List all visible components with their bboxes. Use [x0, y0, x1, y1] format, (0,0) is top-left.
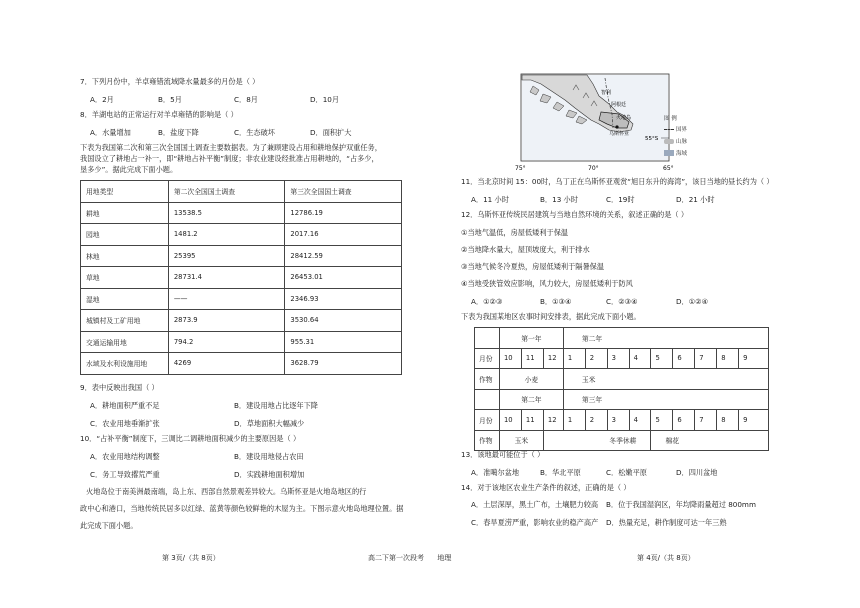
crop-cell: 冬季休耕: [543, 430, 651, 451]
table-row: [81, 353, 402, 375]
q12-stem: 12．乌斯怀亚传统民居建筑与当地自然环境的关系，叙述正确的是（ ）: [461, 210, 689, 219]
table-cell: 2346.93: [285, 288, 402, 310]
month-cell: 3: [607, 348, 629, 369]
q7-option-b: B．5月: [158, 95, 182, 104]
passage-line-3: 此完成下面小题。: [80, 521, 138, 530]
intro-line-1: 下表为我国第二次和第三次全国国土调查主要数据表。为了兼顾建设占用和耕地保护双重任务，: [80, 143, 382, 152]
table-cell: 2017.16: [285, 224, 402, 246]
q14-option-c: C．春旱夏涝严重，影响农业的稳产高产: [471, 518, 599, 527]
q9-option-c: C．农业用地垂渐扩张: [90, 419, 160, 428]
year-label: 第一年: [499, 328, 563, 349]
month-cell: 10: [499, 410, 521, 431]
intro-line-2: 我国设立了耕地占一补一，即“耕地占补平衡”制度；非农业建设经批准占用耕地的，“占多少，: [80, 154, 379, 163]
q7-stem: 7．下列月份中，羊卓雍错流域降水量最多的月份是（ ）: [80, 77, 260, 86]
q14-option-b: B．位于我国湿润区，年均降雨量超过 800mm: [606, 500, 756, 509]
month-cell: 9: [739, 348, 769, 369]
q12-option-a: A．①②③: [471, 297, 503, 306]
table-cell: 3530.64: [285, 310, 402, 332]
month-cell: 4: [629, 410, 651, 431]
q12-statement-3: ③当地气候冬冷夏热，房屋低矮利于隔暑保温: [461, 262, 605, 271]
legend-label: 山脉: [676, 139, 688, 145]
table-cell: 2873.9: [168, 310, 285, 332]
q8-option-b: B．盐度下降: [158, 128, 199, 137]
year-row-1: [475, 328, 769, 349]
row-label: 月份: [475, 348, 500, 369]
table-cell: 955.31: [285, 331, 402, 353]
longitude-label-65: 65°: [663, 165, 674, 172]
month-cell: 3: [607, 410, 629, 431]
q10-stem: 10．“占补平衡”制度下，三调比二调耕地面积减少的主要原因是（ ）: [80, 434, 301, 443]
table-cell: 3628.79: [285, 353, 402, 375]
month-cell: 6: [673, 348, 695, 369]
row-label: 作物: [475, 430, 500, 451]
q12-option-d: D．①②④: [676, 297, 709, 306]
passage-line-2: 政中心和港口，当地传统民居多以红绿、蓝黄等颜色较鲜艳的木屋为主。下图示意火地岛地理位置。据: [80, 504, 404, 513]
crop-row-2: [475, 430, 769, 451]
table-row: [81, 288, 402, 310]
q9-stem: 9．表中反映出我国（ ）: [80, 383, 159, 392]
month-row-2: [475, 410, 769, 431]
month-cell: 7: [695, 348, 717, 369]
table-cell: 交通运输用地: [81, 331, 169, 353]
q10-option-c: C．务工导致撂荒严重: [90, 470, 160, 479]
crop-cell: 玉米: [563, 369, 768, 390]
table-cell: 林地: [81, 245, 169, 267]
month-cell: 5: [651, 348, 673, 369]
farm-intro: 下表为我国某地区农事时间安排表，据此完成下面小题。: [461, 312, 641, 321]
month-cell: 2: [585, 410, 607, 431]
month-cell: 7: [695, 410, 717, 431]
month-cell: 1: [563, 410, 585, 431]
table-cell: 水域及水利设施用地: [81, 353, 169, 375]
month-cell: 6: [673, 410, 695, 431]
table-cell: 城镇村及工矿用地: [81, 310, 169, 332]
month-cell: 2: [585, 348, 607, 369]
q9-option-b: B．建设用地占比逐年下降: [234, 401, 318, 410]
q8-option-c: C．生态破坏: [234, 128, 275, 137]
blank-cell: [475, 389, 500, 410]
table-cell: 25395: [168, 245, 285, 267]
q11-option-b: B．13 小时: [540, 195, 578, 204]
q11-stem: 11．当北京时间 15：00时，乌丁正在乌斯怀亚观赏“旭日东升的海湾”，该日当地的昼长约为（ ）: [461, 177, 774, 186]
row-label: 作物: [475, 369, 500, 390]
border-symbol-icon: [664, 129, 674, 130]
label-ushuaia: 乌斯怀亚: [609, 131, 630, 137]
q11-option-d: D．21 小时: [676, 195, 715, 204]
crop-cell: 小麦: [499, 369, 563, 390]
table-cell: 4269: [168, 353, 285, 375]
crop-cell: 棉花: [651, 430, 769, 451]
legend-label: 国界: [676, 127, 688, 133]
table-row: [81, 245, 402, 267]
month-cell: 10: [499, 348, 521, 369]
right-page-footer: 第 4页/（共 8页）: [637, 554, 695, 562]
table-cell: 湿地: [81, 288, 169, 310]
table-cell: 28731.4: [168, 267, 285, 289]
table-cell: 园地: [81, 224, 169, 246]
latitude-label: 55°S: [645, 136, 659, 142]
longitude-label-70: 70°: [588, 165, 599, 172]
legend-title: 图 例: [664, 116, 677, 122]
table-cell: ——: [168, 288, 285, 310]
table-header-cell: 用地类型: [81, 181, 169, 203]
q12-statement-1: ①当地气温低，房屋低矮利于保温: [461, 228, 569, 237]
q12-statement-4: ④当地受狭管效应影响，风力较大，房屋低矮利于防风: [461, 279, 633, 288]
year-label: 第三年: [563, 389, 768, 410]
table-cell: 13538.5: [168, 202, 285, 224]
month-cell: 11: [521, 410, 543, 431]
year-row-2: [475, 389, 769, 410]
left-page-footer: 第 3页/（共 8页）: [162, 554, 220, 562]
year-label: 第二年: [563, 328, 768, 349]
q8-option-a: A．水量增加: [90, 128, 131, 137]
table-header-row: [81, 181, 402, 203]
table-header-cell: 第二次全国国土调查: [168, 181, 285, 203]
q13-option-d: D．四川盆地: [676, 468, 718, 477]
table-cell: 26453.01: [285, 267, 402, 289]
q7-option-d: D．10月: [310, 95, 340, 104]
q13-stem: 13．该地最可能位于（ ）: [461, 450, 545, 459]
tierra-del-fuego-passage: [80, 486, 406, 532]
month-cell: 4: [629, 348, 651, 369]
q8-stem: 8．羊湖电站的正常运行对羊卓雍错的影响是（ ）: [80, 110, 238, 119]
sea-symbol-icon: [664, 150, 674, 156]
q11-option-a: A．11 小时: [471, 195, 509, 204]
land-survey-table: [80, 180, 402, 375]
table-header-cell: 第三次全国国土调查: [285, 181, 402, 203]
q12-option-b: B．①③④: [540, 297, 572, 306]
q7-option-a: A．2月: [90, 95, 114, 104]
intro-line-3: 垦多少”。据此完成下面小题。: [80, 165, 178, 174]
longitude-label-75: 75°: [515, 165, 526, 172]
q14-stem: 14．对于该地区农业生产条件的叙述，正确的是（ ）: [461, 483, 631, 492]
q10-option-d: D．实践耕地面积增加: [234, 470, 305, 479]
legend-item-mountain: [664, 137, 704, 145]
label-chile: 智利: [601, 90, 612, 96]
q13-option-b: B．华北平原: [540, 468, 581, 477]
table-row: [81, 310, 402, 332]
legend-label: 海域: [676, 151, 688, 157]
q14-option-a: A．土层深厚，黑土广布，土壤肥力较高: [471, 500, 599, 509]
center-footer: 高二下第一次段考 地理: [368, 554, 452, 562]
month-cell: 12: [543, 410, 563, 431]
blank-cell: [475, 328, 500, 349]
q9-option-d: D．草地面积大幅减少: [234, 419, 305, 428]
table-row: [81, 267, 402, 289]
crop-cell: 玉米: [499, 430, 543, 451]
q10-option-a: A．农业用地结构调整: [90, 452, 160, 461]
month-cell: 8: [717, 410, 739, 431]
month-cell: 12: [543, 348, 563, 369]
crop-row-1: [475, 369, 769, 390]
row-label: 月份: [475, 410, 500, 431]
q8-option-d: D．面积扩大: [310, 128, 352, 137]
table-row: [81, 331, 402, 353]
map-legend: [664, 114, 704, 174]
table-cell: 12786.19: [285, 202, 402, 224]
year-label: 第二年: [499, 389, 563, 410]
table-cell: 1481.2: [168, 224, 285, 246]
q12-statement-2: ②当地降水量大，屋顶坡度大，利于排水: [461, 245, 590, 254]
q9-option-a: A．耕地面积严重不足: [90, 401, 160, 410]
table-cell: 草地: [81, 267, 169, 289]
q11-option-c: C．19时: [606, 195, 635, 204]
table-cell: 794.2: [168, 331, 285, 353]
label-argentina: 阿根廷: [611, 102, 627, 108]
legend-item-border: [664, 125, 704, 133]
table-row: [81, 202, 402, 224]
q7-option-c: C．8月: [234, 95, 258, 104]
q13-option-c: C．松嫩平原: [606, 468, 647, 477]
q12-option-c: C．②③④: [606, 297, 638, 306]
month-cell: 9: [739, 410, 769, 431]
table-row: [81, 224, 402, 246]
table-cell: 耕地: [81, 202, 169, 224]
ushuaia-dot: [615, 125, 618, 128]
month-cell: 11: [521, 348, 543, 369]
legend-item-sea: [664, 149, 704, 157]
table-cell: 28412.59: [285, 245, 402, 267]
q10-option-b: B．建设用地侵占农田: [234, 452, 304, 461]
mountain-symbol-icon: [664, 139, 674, 144]
month-row-1: [475, 348, 769, 369]
farm-schedule-table: [474, 327, 769, 451]
label-tierra-del-fuego: 火地岛: [616, 115, 632, 121]
q14-option-d: D．热量充足，耕作制度可达一年三熟: [606, 518, 727, 527]
month-cell: 5: [651, 410, 673, 431]
passage-line-1: 火地岛位于南美洲最南端，岛上东、西部自然景观差异较大。乌斯怀亚是火地岛地区的行: [86, 487, 367, 496]
month-cell: 8: [717, 348, 739, 369]
month-cell: 1: [563, 348, 585, 369]
q13-option-a: A．准噶尔盆地: [471, 468, 520, 477]
